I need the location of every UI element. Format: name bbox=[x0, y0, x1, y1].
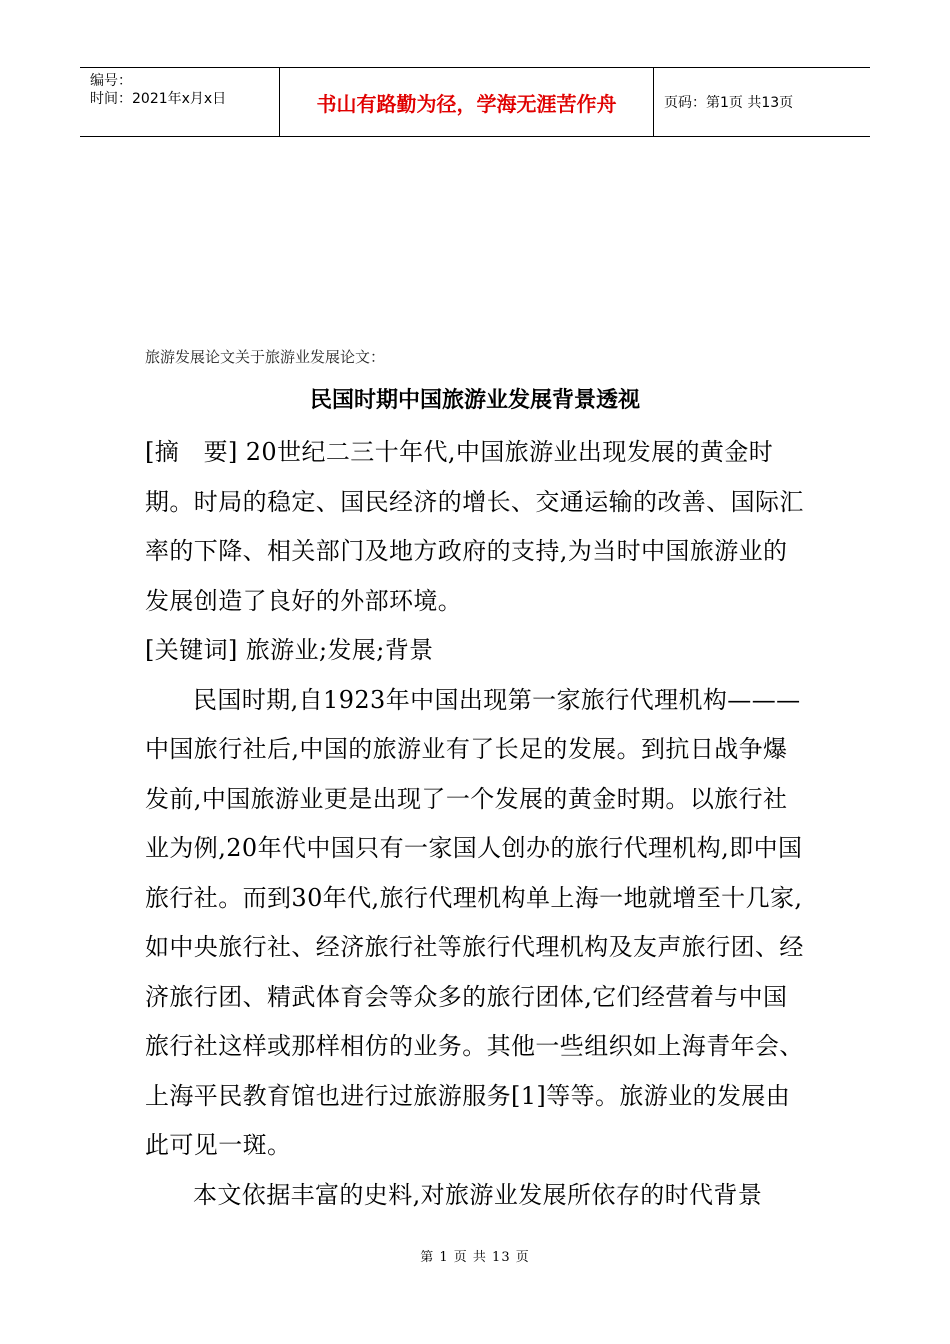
page-header bbox=[80, 67, 870, 137]
header-meta bbox=[80, 68, 280, 136]
abstract-paragraph: [摘 要] 20世纪二三十年代,中国旅游业出现发展的黄金时期。时局的稳定、国民经济的增长、交通运输的改善、国际汇率的下降、相关部门及地方政府的支持,为当时中国旅游业的发展创造了良好的外部环境。 bbox=[145, 438, 804, 615]
document-number-label: 编号： bbox=[90, 73, 132, 89]
document-body bbox=[145, 428, 810, 1220]
page-title: 民国时期中国旅游业发展背景透视 bbox=[309, 388, 640, 413]
page-footer: 第 1 页 共 13 页 bbox=[420, 1250, 530, 1265]
keywords-paragraph: [关键词] 旅游业;发展;背景 bbox=[145, 636, 434, 664]
body-paragraph-1: 民国时期,自1923年中国出现第一家旅行代理机构———中国旅行社后,中国的旅游业有了长足的发展。到抗日战争爆发前,中国旅游业更是出现了一个发展的黄金时期。以旅行社业为例,20年代中国只有一家国人创办的旅行代理机构,即中国旅行社。而到30年代,旅行代理机构单上海一地就增至十几家,如中央旅行社、经济旅行社等旅行代理机构及友声旅行团、经济旅行团、精武体育会等众多的旅行团体,它们经营着与中国旅行社这样或那样相仿的业务。其他一些组织如上海青年会、上海平民教育馆也进行过旅游服务[1]等等。旅游业的发展由此可见一斑。 bbox=[145, 685, 804, 1159]
intro-line: 旅游发展论文关于旅游业发展论文： bbox=[145, 348, 386, 366]
body-paragraph-2: 本文依据丰富的史料,对旅游业发展所依存的时代背景 bbox=[193, 1180, 763, 1209]
header-page-label: 页码：第1页 共13页 bbox=[664, 95, 794, 111]
document-time-label: 时间：2021年x月x日 bbox=[90, 91, 227, 107]
header-motto: 书山有路勤为径，学海无涯苦作舟 bbox=[280, 68, 654, 136]
